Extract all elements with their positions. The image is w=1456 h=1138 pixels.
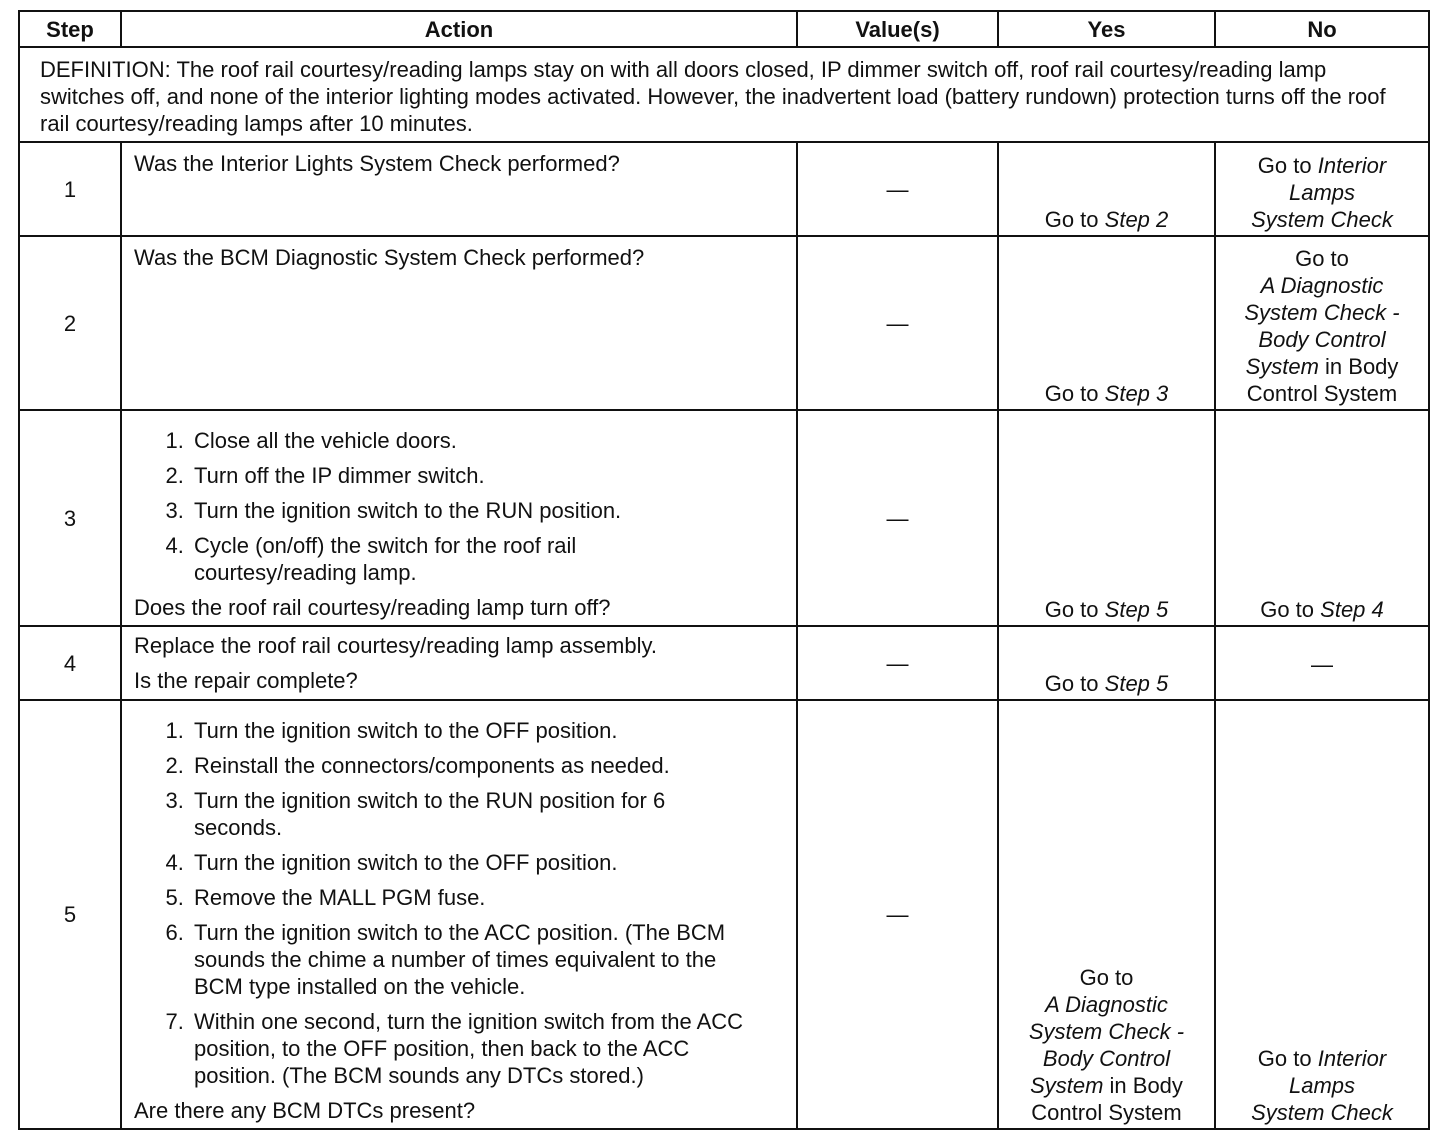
goto-label: Go to [1257, 153, 1312, 178]
yes-link[interactable]: System [1030, 1073, 1104, 1098]
no-cell [1215, 410, 1429, 626]
no-link[interactable]: A Diagnostic [1260, 273, 1384, 298]
yes-link[interactable]: Body Control [1042, 1046, 1171, 1071]
yes-link[interactable]: Step 5 [1104, 671, 1169, 696]
definition-text: DEFINITION: The roof rail courtesy/reading lamps stay on with all doors closed, IP dimmer switch off, roof rail courtesy/reading lamp switches off, and none of the interior lighting modes activated. However, the inadvertent load (battery rundown) protection turns off the roof rail courtesy/reading lamps after 10 minutes. [19, 47, 1429, 142]
no-link[interactable]: Lamps [1288, 180, 1356, 205]
goto-label: Go to [1044, 207, 1099, 232]
action-cell [121, 236, 797, 410]
no-cell [1215, 700, 1429, 1129]
no-link[interactable]: System [1245, 354, 1319, 379]
no-link[interactable]: Step 4 [1320, 597, 1384, 622]
yes-cell [998, 236, 1215, 410]
no-link[interactable]: Interior [1317, 153, 1387, 178]
list-item: 3. Turn the ignition switch to the RUN position for 6 seconds. [190, 787, 786, 841]
question-text: Is the repair complete? [134, 668, 358, 693]
procedure-list [134, 717, 786, 1089]
question-text: Are there any BCM DTCs present? [134, 1098, 476, 1123]
table-row [19, 236, 1429, 410]
yes-cell [998, 142, 1215, 236]
list-item: 3. Turn the ignition switch to the RUN position. [190, 497, 786, 524]
list-item: 1. Close all the vehicle doors. [190, 427, 786, 454]
value-cell: — [797, 700, 998, 1129]
no-link[interactable]: Body Control [1258, 327, 1386, 352]
definition-row [19, 47, 1429, 142]
col-header-values: Value(s) [797, 11, 998, 47]
goto-label: Go to [1044, 381, 1099, 406]
step-number: 1 [19, 142, 121, 236]
action-cell [121, 700, 797, 1129]
goto-label: Go to [1079, 965, 1134, 990]
no-link[interactable]: System Check [1251, 207, 1393, 232]
action-cell [121, 142, 797, 236]
table-row [19, 700, 1429, 1129]
goto-label: Go to [1044, 671, 1099, 696]
question-text: Does the roof rail courtesy/reading lamp turn off? [134, 595, 611, 620]
yes-tail: in Body [1103, 1073, 1183, 1098]
diagnostic-table [18, 10, 1430, 1130]
list-item: 6. Turn the ignition switch to the ACC position. (The BCM sounds the chime a number of times equivalent to the BCM type installed on the vehicle. [190, 919, 786, 1000]
list-item: 4. Cycle (on/off) the switch for the roof rail courtesy/reading lamp. [190, 532, 786, 586]
action-cell [121, 626, 797, 700]
step-number: 5 [19, 700, 121, 1129]
list-item: 4. Turn the ignition switch to the OFF position. [190, 849, 786, 876]
value-cell: — [797, 626, 998, 700]
no-link[interactable]: System Check [1251, 1100, 1393, 1125]
no-tail: in Body [1318, 354, 1399, 379]
no-tail: Control System [1246, 381, 1398, 406]
table-row [19, 626, 1429, 700]
yes-cell [998, 626, 1215, 700]
col-header-step: Step [19, 11, 121, 47]
yes-cell [998, 410, 1215, 626]
goto-label: Go to [1257, 1046, 1312, 1071]
step-number: 4 [19, 626, 121, 700]
question-text: Was the BCM Diagnostic System Check performed? [134, 245, 645, 270]
list-item: 1. Turn the ignition switch to the OFF position. [190, 717, 786, 744]
step-number: 2 [19, 236, 121, 410]
goto-label: Go to [1260, 597, 1315, 622]
table-row [19, 142, 1429, 236]
question-text: Was the Interior Lights System Check performed? [134, 151, 620, 176]
list-item: 7. Within one second, turn the ignition switch from the ACC position, to the OFF position, then back to the ACC position. (The BCM sounds any DTCs stored.) [190, 1008, 786, 1089]
yes-tail: Control System [1031, 1100, 1182, 1125]
goto-label: Go to [1044, 597, 1099, 622]
goto-label: Go to [1295, 246, 1349, 271]
yes-link[interactable]: System Check - [1028, 1019, 1185, 1044]
yes-link[interactable]: Step 3 [1104, 381, 1169, 406]
yes-link[interactable]: Step 2 [1104, 207, 1169, 232]
action-cell [121, 410, 797, 626]
no-cell [1215, 142, 1429, 236]
list-item: 5. Remove the MALL PGM fuse. [190, 884, 786, 911]
value-cell: — [797, 236, 998, 410]
col-header-no: No [1215, 11, 1429, 47]
list-item: 2. Reinstall the connectors/components as needed. [190, 752, 786, 779]
yes-cell [998, 700, 1215, 1129]
header-row [19, 11, 1429, 47]
no-link[interactable]: Interior [1317, 1046, 1387, 1071]
list-item: 2. Turn off the IP dimmer switch. [190, 462, 786, 489]
col-header-yes: Yes [998, 11, 1215, 47]
no-link[interactable]: System Check - [1244, 300, 1400, 325]
no-cell [1215, 236, 1429, 410]
statement-text: Replace the roof rail courtesy/reading lamp assembly. [134, 633, 657, 658]
col-header-action: Action [121, 11, 797, 47]
yes-link[interactable]: Step 5 [1104, 597, 1169, 622]
procedure-list [134, 427, 786, 586]
step-number: 3 [19, 410, 121, 626]
value-cell: — [797, 142, 998, 236]
table-row [19, 410, 1429, 626]
no-link[interactable]: Lamps [1288, 1073, 1356, 1098]
value-cell: — [797, 410, 998, 626]
no-cell: — [1215, 626, 1429, 700]
yes-link[interactable]: A Diagnostic [1045, 992, 1168, 1017]
